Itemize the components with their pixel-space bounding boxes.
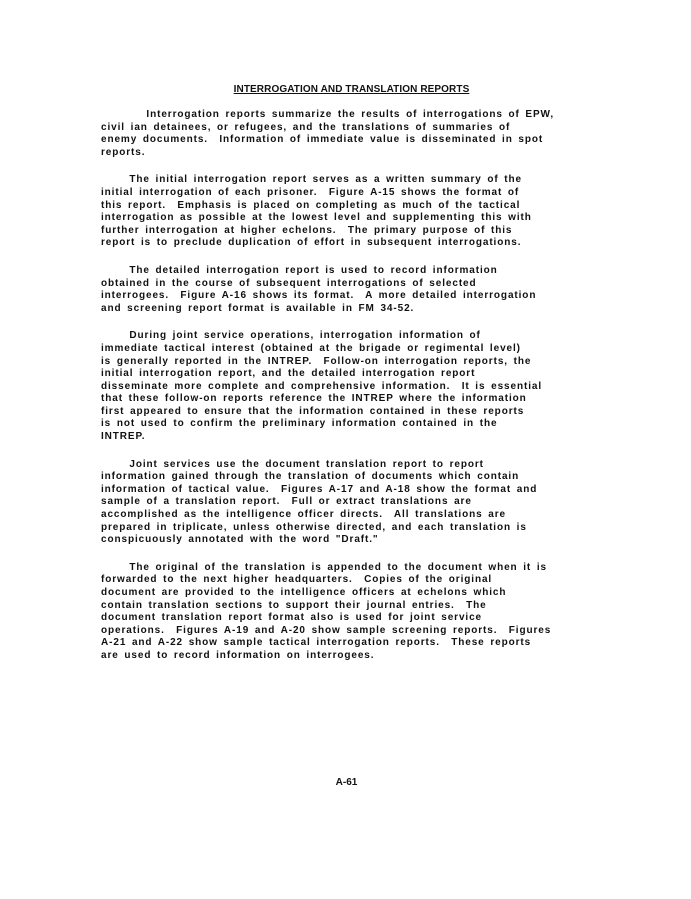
text-line: forwarded to the next higher headquarters. Copies of the original	[101, 574, 493, 586]
text-line: The detailed interrogation report is used to record information	[101, 264, 498, 276]
paragraph-detailed-report	[101, 265, 571, 315]
text-line: A-21 and A-22 show sample tactical interrogation reports. These reports	[101, 637, 532, 649]
text-line: The original of the translation is appended to the document when it is	[101, 561, 547, 573]
text-line: initial interrogation of each prisoner. Figure A-15 shows the format of	[101, 186, 520, 198]
text-line: obtained in the course of subsequent interrogations of selected	[101, 277, 477, 289]
text-line: operations. Figures A-19 and A-20 show sample screening reports. Figures	[101, 624, 552, 636]
text-line: document are provided to the intelligence officers at echelons which	[101, 587, 507, 598]
text-line: first appeared to ensure that the information contained in these reports	[101, 405, 525, 417]
text-line: immediate tactical interest (obtained at the brigade or regimental level)	[101, 342, 521, 354]
text-line: accomplished as the intelligence officer directs. All translations are	[101, 509, 506, 521]
text-line: that these follow-on reports reference the INTREP where the information	[101, 393, 527, 405]
paragraph-original-translation	[101, 562, 571, 663]
text-line: sample of a translation report. Full or extract translations are	[101, 496, 472, 508]
paragraph-interrogation-reports	[101, 109, 571, 159]
text-line: Joint services use the document translation report to report	[101, 458, 484, 470]
text-line: further interrogation at higher echelons. The primary purpose of this	[101, 224, 513, 236]
text-line: contain translation sections to support their journal entries. The	[101, 599, 487, 611]
text-line: enemy documents. Information of immediate value is disseminated in spot	[101, 134, 544, 146]
text-line: document translation report format also is used for joint service	[101, 612, 483, 624]
text-line: are used to record information on interrogees.	[101, 649, 375, 661]
text-line: and screening report format is available in FM 34-52.	[101, 302, 415, 314]
text-line: civil ian detainees, or refugees, and the translations of summaries of	[101, 121, 511, 133]
text-line: INTREP.	[101, 431, 146, 443]
text-line: information gained through the translation of documents which contain	[101, 471, 520, 483]
page-number: A-61	[335, 777, 358, 788]
text-line: The initial interrogation report serves as a written summary of the	[101, 174, 522, 186]
text-line: prepared in triplicate, unless otherwise directed, and each translation is	[101, 521, 527, 533]
text-line: is generally reported in the INTREP. Follow-on interrogation reports, the	[101, 355, 532, 367]
paragraph-translation-report	[101, 459, 571, 547]
text-line: interrogation as possible at the lowest level and supplementing this with	[101, 212, 532, 224]
text-line: During joint service operations, interrogation information of	[101, 330, 481, 342]
page-title: INTERROGATION AND TRANSLATION REPORTS	[233, 84, 470, 95]
text-line: disseminate more complete and comprehensive information. It is essential	[101, 380, 543, 392]
text-line: report is to preclude duplication of effort in subsequent interrogations.	[101, 237, 522, 249]
text-line: conspicuously annotated with the word "Draft."	[101, 534, 379, 546]
paragraph-joint-operations	[101, 330, 571, 443]
text-line: information of tactical value. Figures A-17 and A-18 show the format and	[101, 483, 538, 495]
text-line: Interrogation reports summarize the results of interrogations of EPW,	[101, 109, 555, 120]
text-line: interrogees. Figure A-16 shows its format. A more detailed interrogation	[101, 290, 537, 302]
text-line: is not used to confirm the preliminary information contained in the	[101, 418, 498, 430]
text-line: initial interrogation report, and the detailed interrogation report	[101, 368, 476, 380]
body-text	[101, 109, 571, 678]
paragraph-initial-report	[101, 174, 571, 250]
text-line: this report. Emphasis is placed on completing as much of the tactical	[101, 199, 521, 211]
text-line: reports.	[101, 146, 146, 158]
